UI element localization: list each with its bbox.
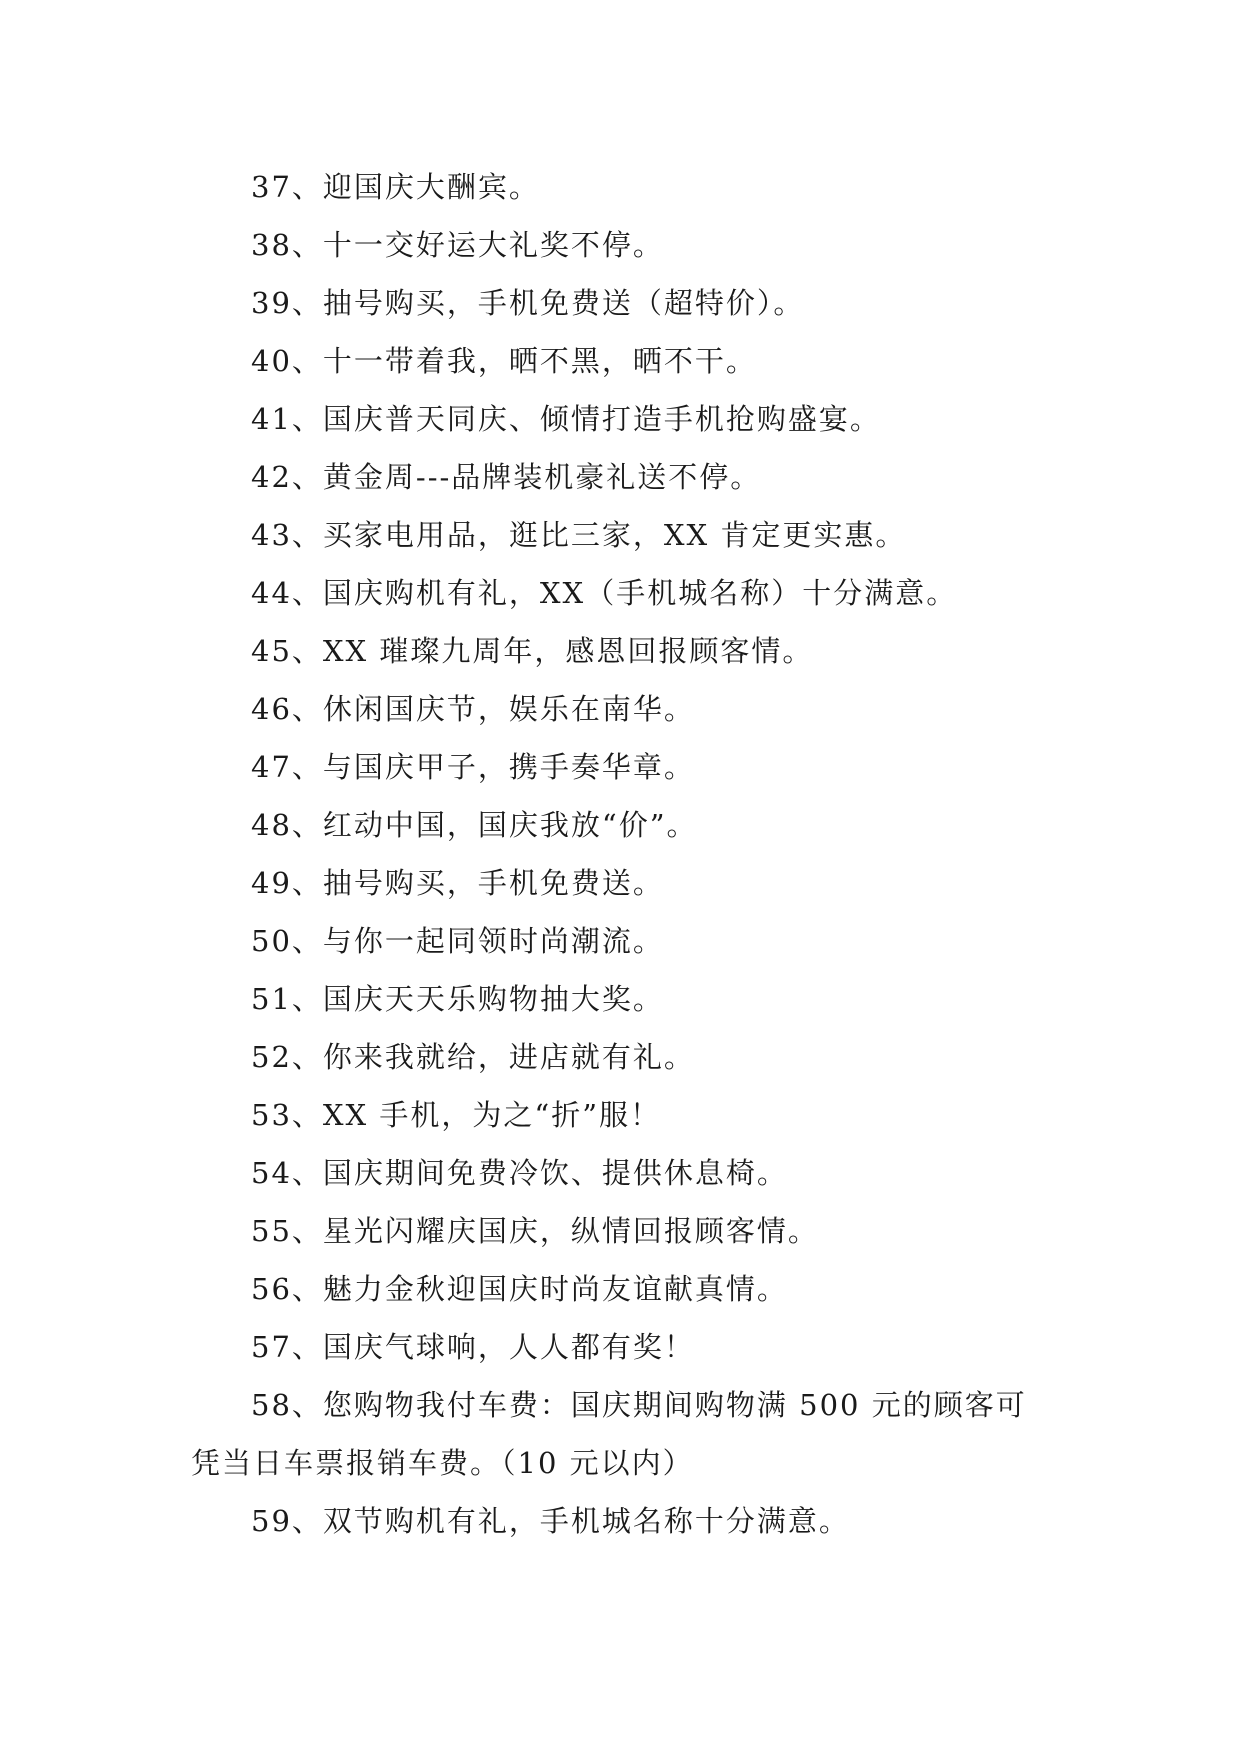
slogan-item-56: 56、魅力金秋迎国庆时尚友谊献真情。 [251, 1272, 788, 1306]
slogan-item-59: 59、双节购机有礼，手机城名称十分满意。 [251, 1504, 850, 1538]
slogan-item-44: 44、国庆购机有礼，XX（手机城名称）十分满意。 [251, 576, 958, 610]
slogan-item-37: 37、迎国庆大酬宾。 [251, 170, 540, 204]
slogan-item-48: 48、红动中国，国庆我放“价”。 [251, 808, 698, 842]
slogan-item-54: 54、国庆期间免费冷饮、提供休息椅。 [251, 1156, 788, 1190]
slogan-list [191, 158, 1051, 1550]
slogan-item-41: 41、国庆普天同庆、倾情打造手机抢购盛宴。 [251, 402, 881, 436]
slogan-item-50: 50、与你一起同领时尚潮流。 [251, 924, 664, 958]
slogan-item-40: 40、十一带着我，晒不黑，晒不干。 [251, 344, 757, 378]
slogan-item-51: 51、国庆天天乐购物抽大奖。 [251, 982, 664, 1016]
slogan-item-38: 38、十一交好运大礼奖不停。 [251, 228, 664, 262]
slogan-item-43: 43、买家电用品，逛比三家，XX 肯定更实惠。 [251, 518, 907, 552]
slogan-item-45: 45、XX 璀璨九周年，感恩回报顾客情。 [251, 634, 814, 668]
slogan-item-57: 57、国庆气球响，人人都有奖！ [251, 1330, 695, 1364]
slogan-item-49: 49、抽号购买，手机免费送。 [251, 866, 664, 900]
slogan-item-47: 47、与国庆甲子，携手奏华章。 [251, 750, 695, 784]
slogan-item-42: 42、黄金周---品牌装机豪礼送不停。 [251, 460, 762, 494]
slogan-item-46: 46、休闲国庆节，娱乐在南华。 [251, 692, 695, 726]
slogan-item-39: 39、抽号购买，手机免费送（超特价）。 [251, 286, 805, 320]
slogan-item-55: 55、星光闪耀庆国庆，纵情回报顾客情。 [251, 1214, 819, 1248]
slogan-item-53: 53、XX 手机，为之“折”服！ [251, 1098, 662, 1132]
slogan-item-52: 52、你来我就给，进店就有礼。 [251, 1040, 695, 1074]
slogan-item-58: 58、您购物我付车费：国庆期间购物满 500 元的顾客可凭当日车票报销车费。（10 元以内） [191, 1388, 1027, 1480]
